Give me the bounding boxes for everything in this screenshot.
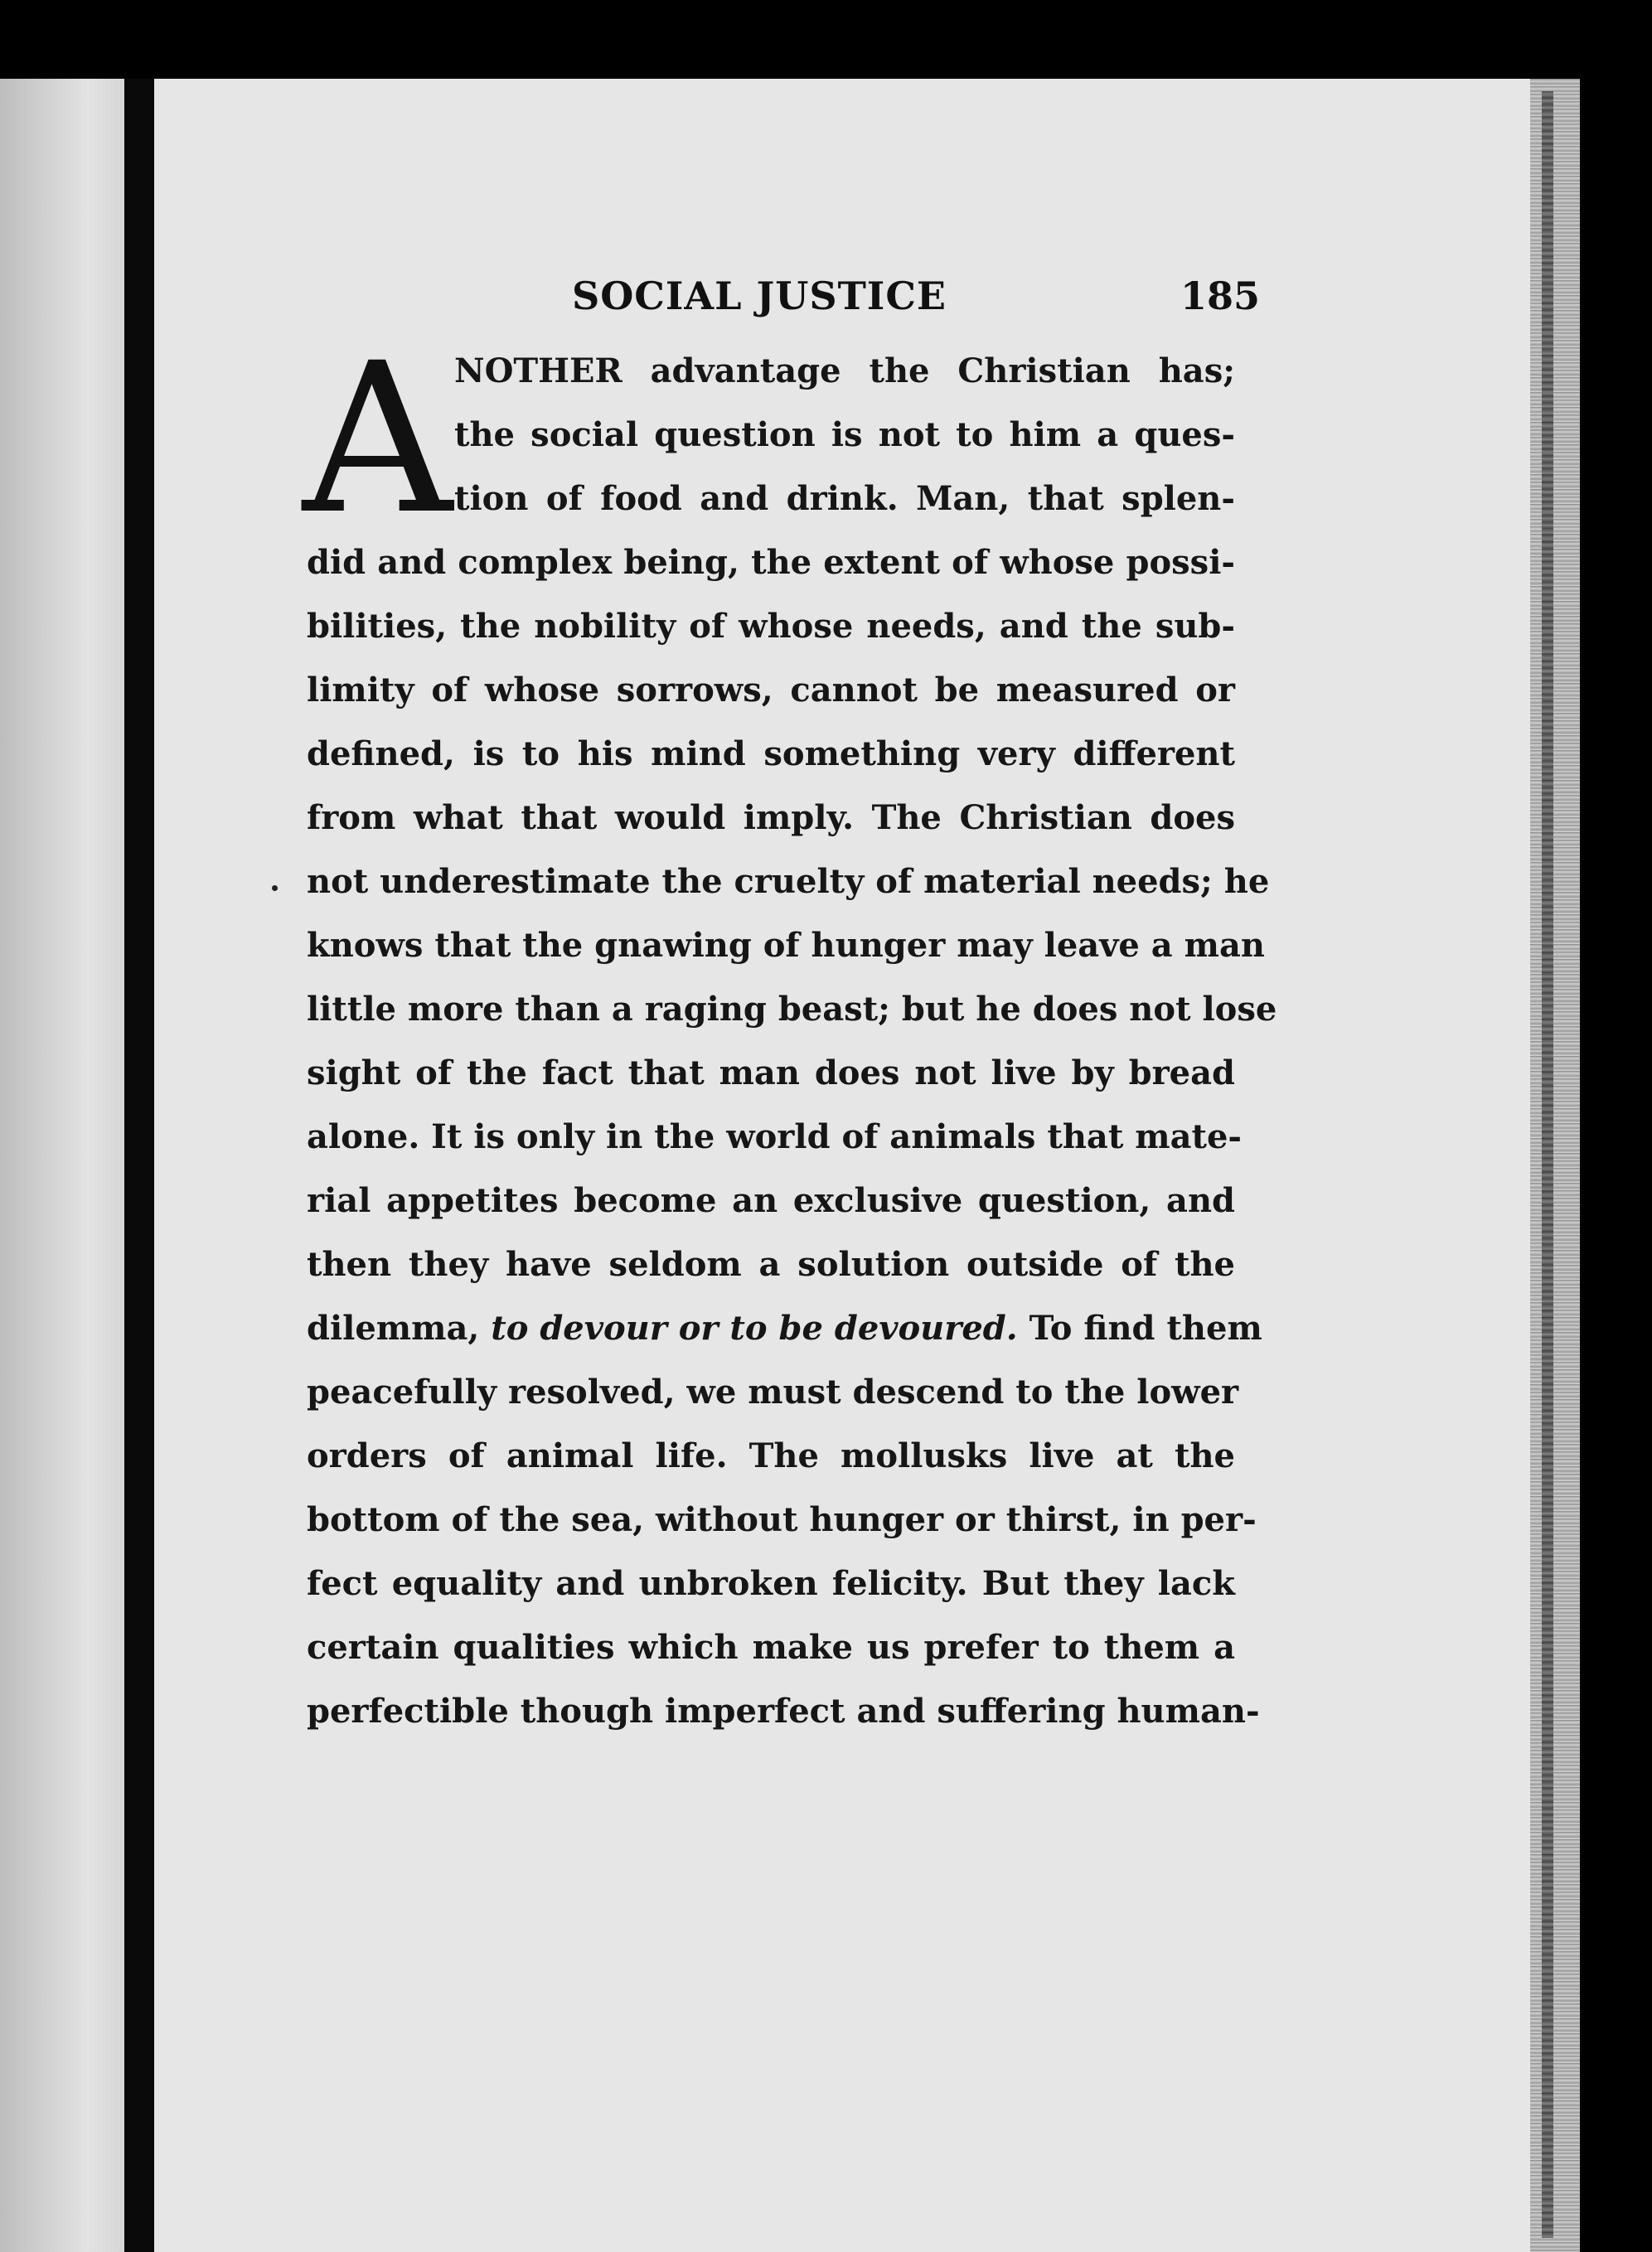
right-page-edges [1530, 79, 1580, 2252]
text-line-13: alone. It is only in the world of animals that mate- [307, 1117, 1243, 1156]
text-line-8: from what that would imply. The Christian does [307, 798, 1235, 837]
margin-speck [272, 885, 278, 891]
text-line-4: did and complex being, the extent of whose possi- [307, 543, 1235, 582]
text-line-2: the social question is not to him a ques- [454, 415, 1235, 454]
text-line-17: peacefully resolved, we must descend to the lower [307, 1373, 1239, 1412]
text-line-20: fect equality and unbroken felicity. But they lack [307, 1564, 1235, 1603]
text-line-14: rial appetites become an exclusive question, and [307, 1181, 1235, 1220]
page-number: 185 [1180, 274, 1260, 318]
text-line-3: tion of food and drink. Man, that splen- [454, 479, 1235, 518]
text-line-6: limity of whose sorrows, cannot be measured or [307, 671, 1235, 710]
text-line-16-start: dilemma, [307, 1309, 492, 1348]
text-line-18: orders of animal life. The mollusks live at the [307, 1436, 1235, 1475]
text-line-11: little more than a raging beast; but he does not lose [307, 990, 1277, 1029]
running-title: SOCIAL JUSTICE [572, 274, 947, 318]
text-line-16 [307, 1309, 1262, 1358]
book-gutter [124, 79, 154, 2252]
text-line-16-end: To find them [1017, 1309, 1262, 1348]
right-page-shadow [1542, 91, 1553, 2238]
text-line-7: defined, is to his mind something very different [307, 734, 1235, 773]
text-line-21: certain qualities which make us prefer to them a [307, 1628, 1235, 1667]
text-line-22: perfectible though imperfect and suffering human- [307, 1692, 1260, 1731]
text-line-9: not underestimate the cruelty of material needs; he [307, 862, 1270, 901]
text-line-10: knows that the gnawing of hunger may leave a man [307, 926, 1265, 965]
text-line-12: sight of the fact that man does not live by bread [307, 1053, 1235, 1092]
drop-cap: A [303, 318, 453, 559]
text-line-15: then they have seldom a solution outside of the [307, 1245, 1235, 1284]
left-page-edge [0, 79, 124, 2252]
text-line-5: bilities, the nobility of whose needs, and the sub- [307, 607, 1235, 646]
text-line-1: NOTHER advantage the Christian has; [454, 351, 1235, 390]
italic-phrase: to devour or to be devoured. [491, 1309, 1018, 1348]
text-line-19: bottom of the sea, without hunger or thirst, in per- [307, 1500, 1257, 1539]
running-head [572, 274, 1260, 332]
